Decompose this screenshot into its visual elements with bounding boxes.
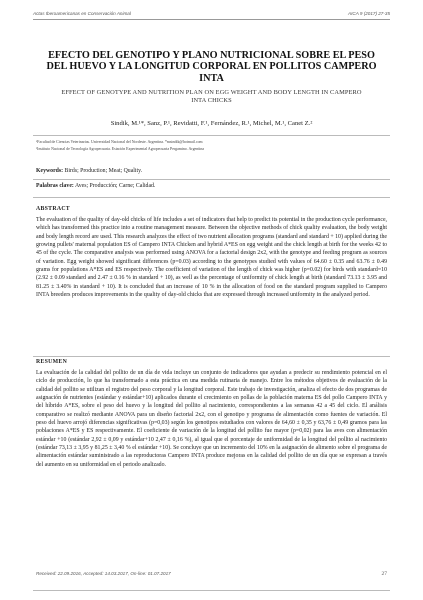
publication-dates: Received: 22.09.2016, Accepted: 14.03.2017, On-line: 01.07.2017: [36, 571, 171, 576]
resumen-rule: [33, 356, 390, 357]
article-title-english: EFFECT OF GENOTYPE AND NUTRITION PLAN ON EGG WEIGHT AND BODY LENGTH IN CAMPERO INTA CHICKS: [61, 89, 362, 104]
keywords: [36, 168, 387, 174]
abstract-heading: ABSTRACT: [36, 206, 70, 212]
page-footer: [36, 571, 387, 577]
citation: AICA 9 (2017) 27-35: [348, 11, 390, 16]
affiliation-rule: [33, 135, 390, 136]
journal-name: Actas Iberoamericanas en Conservación Animal: [33, 11, 131, 16]
keywords-rule: [33, 179, 390, 180]
affiliations: [36, 139, 387, 153]
article-title: EFECTO DEL GENOTIPO Y PLANO NUTRICIONAL SOBRE EL PESO DEL HUEVO Y LA LONGITUD CORPORAL EN POLLITOS CAMPERO INTA: [46, 50, 377, 84]
abstract-text: The evaluation of the quality of day-old chicks of life includes a set of indicators that help to predict its potential in the production cycle performance, which has transformed this practice into a routine management measure. Between the objective methods of chick quality evaluation, the body weight and body length record are used. This research analyzes the effect of two nutrient allocation programs (standard and standard + 10) applied during the growing pullets' maternal population ES of Campero INTA Chicken and hybrid A*ES on egg weight and the chick length at birth for the weeks 42 to 45 of the cycle. The comparative analysis was performed using ANOVA for a factorial design 2x2, with the genotype and feeding program as sources of variation. Egg weight showed significant differences (p=0.03) according to the genotypes studied with values of 64.60 ± 0.35 and 63.76 ± 0.49 grams for populations A*ES and ES respectively. The coefficient of variation of the length of chick was higher (p=0.02) for birds with standard=10 (2.92 ± 0.09 standard and 2.47 ± 0.16 % in standard + 10), as well as the percentage of uniformity of chick length at birth (standard 73.13 ± 3.95 and 81.25 ± 3.40% in standard + 10). It is concluded that an increase of 10 % in the allocation of food on the standard program supplied to Campero INTA breeders produces improvements in the quality of day-old chicks that are expressed through increased uniformity in the analyzed period.: [36, 217, 387, 299]
palabras-clave: [36, 183, 387, 189]
author-list: Sindik, M.¹*, Sanz, P.¹, Revidatti, F.¹, Fernández, R.¹, Michel, M.¹, Canet Z.²: [110, 120, 313, 127]
resumen-heading: RESUMEN: [36, 359, 68, 365]
page-number: 27: [381, 571, 387, 577]
footer-rule: [33, 590, 390, 591]
affiliation-1: ¹Facultad de Ciencias Veterinarias. Universidad Nacional del Nordeste. Argentina. *msindik@hotmail.com: [36, 140, 203, 144]
keywords-label: Keywords:: [36, 168, 64, 174]
palabras-clave-value: Aves; Producción; Carne; Calidad.: [74, 183, 156, 189]
header-rule: [33, 19, 390, 20]
running-header: [33, 11, 390, 16]
palabras-rule: [33, 197, 390, 198]
affiliation-2: ²Instituto Nacional de Tecnología Agropecuaria. Estación Experimental Agropecuaria Pergamino. Argentina: [36, 147, 205, 151]
palabras-clave-label: Palabras clave:: [36, 183, 74, 189]
keywords-value: Birds; Production; Meat; Quality.: [64, 168, 143, 174]
resumen-text: La evaluación de la calidad del pollito de un día de vida incluye un conjunto de indicadores que ayudan a predecir su rendimiento potencial en el ciclo de producción, lo que ha transformado a esta práctica en una medida rutinaria de manejo. Entre los métodos objetivos de evaluación de la calidad del pollito se utilizan el registro del peso corporal y la longitud corporal. Este trabajo de investigación, analiza el efecto de dos programas de asignación de nutrientes (estándar y estándar+10) aplicados durante el crecimiento en pollas de la población materna ES del pollo Campero INTA y del híbrido A*ES, sobre el peso del huevo y la longitud del pollito al nacimiento, correspondientes a las semanas 42 a 45 del ciclo. El análisis comparativo se realizó mediante ANOVA para un diseño factorial 2x2, con el genotipo y programa de alimentación como fuentes de variación. El peso del huevo arrojó diferencias significativas (p=0,03) según los genotipos estudiados con valores de 64,60 ± 0,35 y 63,76 ± 0,49 gramos para las poblaciones A*ES y ES respectivamente. El coeficiente de variación de la longitud del pollito fue mayor (p=0,02) para las aves con alimentación estándar +10 (estándar 2,92 ± 0,09 y estándar+10 2,47 ± 0,16 %), al igual que el porcentaje de uniformidad de la longitud del pollito al nacimiento (estándar 73,13 ± 3,95 y 81,25 ± 3,40 % el estándar +10). Se concluye que un incremento del 10% en la asignación de alimento sobre el programa de alimentación estándar suministrado a las reproductoras Campero INTA produce mejoras en la calidad del pollito de un día que se expresan a través del aumento en su uniformidad en el periodo analizado.: [36, 370, 387, 468]
